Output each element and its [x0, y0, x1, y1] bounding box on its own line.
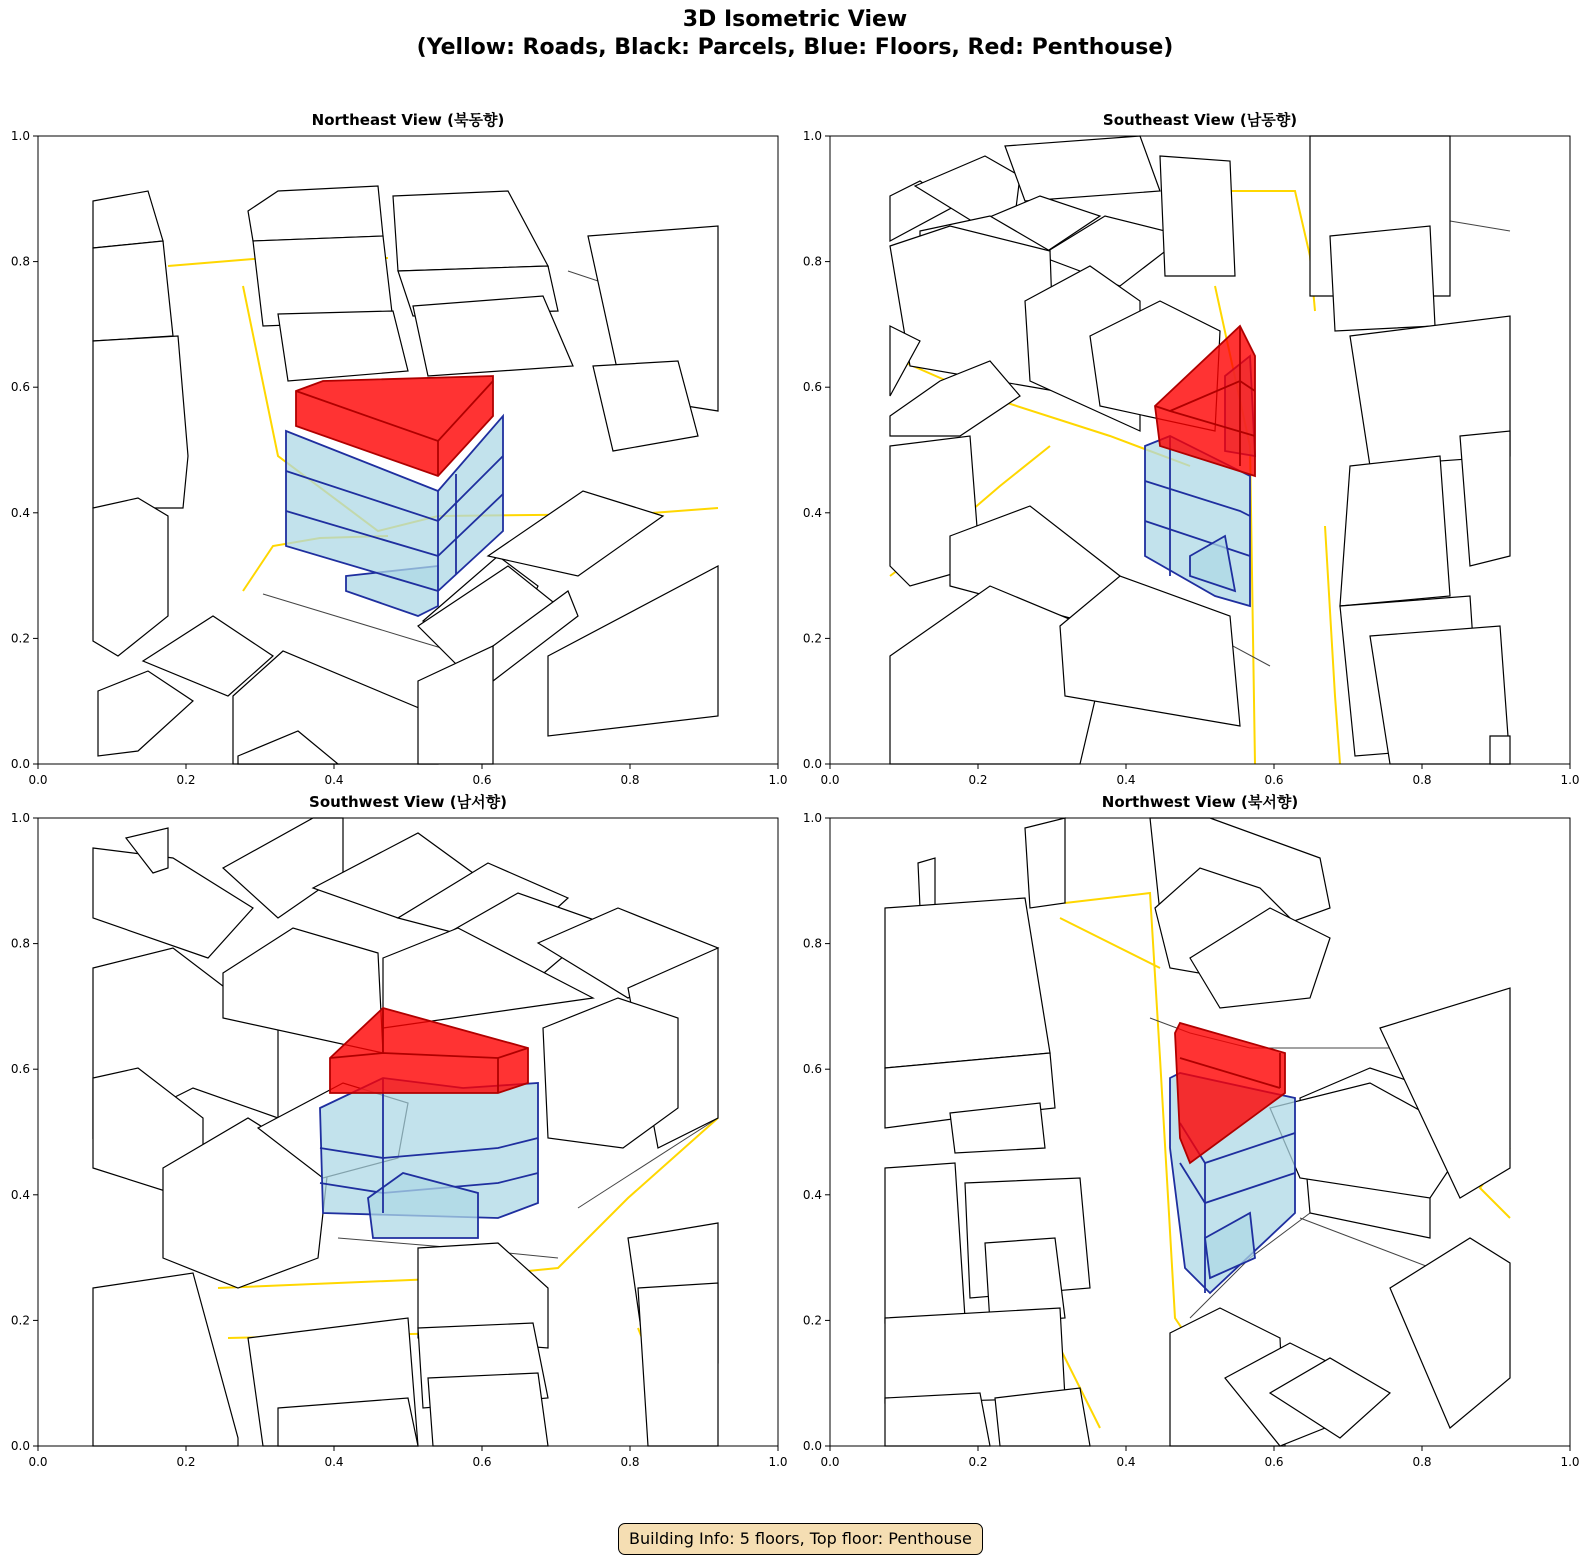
y-tick-label: 0.4 [802, 505, 822, 520]
y-tick-label: 0.0 [10, 757, 30, 771]
y-tick-label: 0.6 [802, 380, 822, 395]
panel-title: Northeast View (북동향) [311, 111, 505, 129]
y-tick-label: 0.8 [802, 254, 822, 269]
x-tick-label: 1.0 [1560, 1455, 1580, 1469]
x-tick-label: 0.2 [968, 1455, 988, 1469]
axes-southwest [10, 811, 788, 1469]
panel-northwest [792, 790, 1580, 1470]
y-tick-label: 0.6 [10, 1062, 30, 1077]
x-tick-label: 0.8 [1412, 773, 1432, 787]
x-tick-label: 0.4 [324, 773, 344, 787]
x-tick-label: 1.0 [768, 773, 788, 787]
x-tick-label: 0.2 [968, 773, 988, 787]
y-tick-label: 0.8 [10, 936, 30, 951]
y-tick-label: 0.6 [10, 380, 30, 395]
x-tick-label: 1.0 [768, 1455, 788, 1469]
axes-northwest [802, 811, 1580, 1469]
x-tick-label: 0.6 [1264, 773, 1284, 787]
x-tick-label: 0.4 [1116, 773, 1136, 787]
y-tick-label: 0.6 [802, 1062, 822, 1077]
x-tick-label: 0.6 [472, 773, 492, 787]
y-tick-label: 0.2 [10, 1313, 30, 1328]
y-tick-label: 0.0 [802, 757, 822, 771]
y-tick-label: 0.2 [10, 631, 30, 646]
scene [890, 136, 1510, 764]
y-tick-label: 0.2 [802, 631, 822, 646]
y-tick-label: 0.4 [10, 505, 30, 520]
panel-title: Northwest View (북서향) [1101, 793, 1299, 811]
x-tick-label: 1.0 [1560, 773, 1580, 787]
figure-subtitle: (Yellow: Roads, Black: Parcels, Blue: Floors, Red: Penthouse) [416, 35, 1174, 60]
panel-southeast [792, 108, 1580, 788]
x-tick-label: 0.2 [176, 773, 196, 787]
x-tick-label: 0.6 [472, 1455, 492, 1469]
x-tick-label: 0.8 [620, 1455, 640, 1469]
x-tick-label: 0.8 [1412, 1455, 1432, 1469]
y-tick-label: 1.0 [10, 129, 30, 143]
panel-northeast [0, 108, 788, 788]
x-tick-label: 0.0 [820, 1455, 840, 1469]
panel-southwest [0, 790, 788, 1470]
y-tick-label: 0.0 [802, 1439, 822, 1453]
building-info-box: Building Info: 5 floors, Top floor: Penthouse [618, 1523, 983, 1555]
y-tick-label: 0.8 [10, 254, 30, 269]
scene [885, 818, 1510, 1446]
x-tick-label: 0.6 [1264, 1455, 1284, 1469]
y-tick-label: 1.0 [802, 811, 822, 825]
y-tick-label: 0.4 [10, 1187, 30, 1202]
x-tick-label: 0.0 [28, 773, 48, 787]
x-tick-label: 0.2 [176, 1455, 196, 1469]
scene [93, 186, 718, 764]
y-tick-label: 0.8 [802, 936, 822, 951]
scene [93, 818, 718, 1446]
x-tick-label: 0.4 [324, 1455, 344, 1469]
panel-title: Southwest View (남서향) [309, 793, 507, 811]
axes-southeast [802, 129, 1580, 787]
y-tick-label: 0.2 [802, 1313, 822, 1328]
y-tick-label: 1.0 [10, 811, 30, 825]
y-tick-label: 1.0 [802, 129, 822, 143]
axes-northeast [10, 129, 788, 787]
panel-title: Southeast View (남동향) [1102, 111, 1298, 129]
y-tick-label: 0.4 [802, 1187, 822, 1202]
x-tick-label: 0.4 [1116, 1455, 1136, 1469]
y-tick-label: 0.0 [10, 1439, 30, 1453]
x-tick-label: 0.0 [820, 773, 840, 787]
figure-title: 3D Isometric View [682, 7, 908, 32]
x-tick-label: 0.8 [620, 773, 640, 787]
x-tick-label: 0.0 [28, 1455, 48, 1469]
